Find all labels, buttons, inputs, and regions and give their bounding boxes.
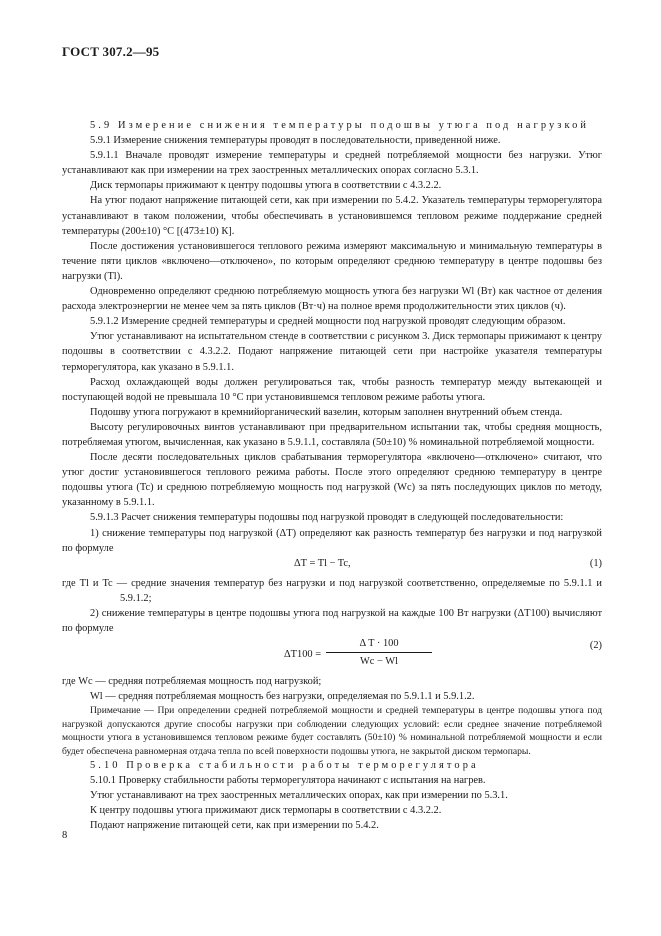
paragraph-stand: Утюг устанавливают на испытательном стенде в соответствии с рисунком 3. Диск термопары прижимают к центру подошвы в соответствии с 4.3.2.2. Подают напряжение питающей сети при настройке указателя температуры терморегулятора, как указано в 5.9.1.1. <box>62 331 602 373</box>
section-5-9-1-2: 5.9.1.2 Измерение средней температуры и средней мощности под нагрузкой проводят следующим образом. <box>90 316 566 328</box>
formula-1 <box>62 556 602 576</box>
formula-2 <box>62 636 602 674</box>
formula-1-number: (1) <box>589 557 602 569</box>
list-item-1: 1) снижение температуры под нагрузкой (ΔT) определяют как разность температур без нагрузки и под нагрузкой по формуле <box>62 527 602 554</box>
section-5-10-1: 5.10.1 Проверку стабильности работы терморегулятора начинают с испытания на нагрев. <box>90 775 486 786</box>
paragraph-screw: Высоту регулировочных винтов устанавливают при предварительном испытании так, чтобы средняя мощность, потребляемая утюгом, вычисленная, как указано в 5.9.1.1, составляла (50±10) % номинальной потребляемой мощности. <box>62 421 602 448</box>
paragraph-water: Расход охлаждающей воды должен регулироваться так, чтобы разность температур между вытекающей и поступающей водой не превышала 10 °С при установившемся тепловом режиме работы утюга. <box>62 376 602 403</box>
paragraph-voltage: На утюг подают напряжение питающей сети, как при измерении по 5.4.2. Указатель температуры терморегулятора устанавливают в таком положении, чтобы обеспечивать в установившемся тепловом режиме поддержание средней температуры (200±10) °С [(473±10) К]. <box>62 195 602 237</box>
formula-2-fraction-bar <box>326 652 432 653</box>
section-5-9-1-1: 5.9.1.1 Вначале проводят измерение температуры и средней потребляемой мощности без нагрузки. Утюг устанавливают как при измерении на трех заостренных металлических опорах согласно 5.3.1. <box>62 150 602 177</box>
where-1: где Tl и Tc — средние значения температур без нагрузки и под нагрузкой соответственно, определяемые по 5.9.1.1 и 5.9.1.2; <box>62 577 602 604</box>
section-5-9-title: 5.9 Измерение снижения температуры подошвы утюга под нагрузкой <box>90 120 590 131</box>
paragraph-three-supports: Утюг устанавливают на трех заостренных металлических опорах, как при измерении по 5.3.1. <box>90 790 508 802</box>
paragraph-sole: Подошву утюга погружают в кремнийорганический вазелин, которым заполнен внутренний объем стенда. <box>90 406 563 418</box>
where-2b: Wl — средняя потребляемая мощность без нагрузки, определяемая по 5.9.1.1 и 5.9.1.2. <box>90 691 475 703</box>
paragraph-disk: Диск термопары прижимают к центру подошвы утюга в соответствии с 4.3.2.2. <box>90 180 442 192</box>
section-5-9-1-3: 5.9.1.3 Расчет снижения температуры подошвы под нагрузкой проводят в следующей последовательности: <box>90 512 564 524</box>
formula-1-expression: ΔT = Tl − Tc, <box>294 557 351 569</box>
document-header: ГОСТ 307.2—95 <box>62 44 160 59</box>
note: Примечание — При определении средней потребляемой мощности и средней температуры в центре подошвы утюга под нагрузкой допускаются другие способы нагрузки при соблюдении следующих условий: если среднее значение потребляемой мощности утюга в установившемся тепловом режиме будет составлять (50±10) % номинальной потребляемой мощности и если будет обеспечена равномерная отдача тепла по всей поверхности подошвы утюга, не закрытой диском термопары. <box>62 705 602 757</box>
paragraph-ten-cycles: После десяти последовательных циклов срабатывания терморегулятора «включено—отключено» считают, что утюг достиг установившегося теплового режима работы. После этого определяют среднюю температуру в центре подошвы утюга (Tc) и среднюю потребляемую мощность под нагрузкой (Wc) за пять последующих циклов по методу, указанному в 5.9.1.1. <box>62 452 602 509</box>
formula-2-lhs: ΔT100 = <box>284 649 322 661</box>
where-2a: где Wc — средняя потребляемая мощность под нагрузкой; <box>62 676 322 688</box>
document-body <box>62 118 602 833</box>
document-page <box>62 44 602 832</box>
section-5-10-title: 5.10 Проверка стабильности работы терморегулятора <box>90 759 479 771</box>
page-number: 8 <box>62 830 68 841</box>
paragraph-supply: Подают напряжение питающей сети, как при измерении по 5.4.2. <box>90 820 379 832</box>
formula-2-denominator: Wc − Wl <box>360 656 398 668</box>
list-item-2: 2) снижение температуры в центре подошвы утюга под нагрузкой на каждые 100 Вт нагрузки (ΔT100) вычисляют по формуле <box>62 607 602 634</box>
paragraph-simultaneous: Одновременно определяют среднюю потребляемую мощность утюга без нагрузки Wl (Вт) как частное от деления расхода электроэнергии не менее чем за пять циклов (Вт·ч) на полное время продолжительности этих циклов (ч). <box>62 286 602 313</box>
formula-2-numerator: Δ T · 100 <box>359 638 399 650</box>
paragraph-center: К центру подошвы утюга прижимают диск термопары в соответствии с 4.3.2.2. <box>90 805 442 817</box>
section-5-9-1: 5.9.1 Измерение снижения температуры проводят в последовательности, приведенной ниже. <box>90 135 501 147</box>
paragraph-after: После достижения установившегося теплового режима измеряют максимальную и минимальную температуры в течение пяти циклов «включено—отключено», по которым определяют среднюю температуру в центре подошвы без нагрузки (Tl). <box>62 240 602 282</box>
formula-2-number: (2) <box>589 640 602 652</box>
